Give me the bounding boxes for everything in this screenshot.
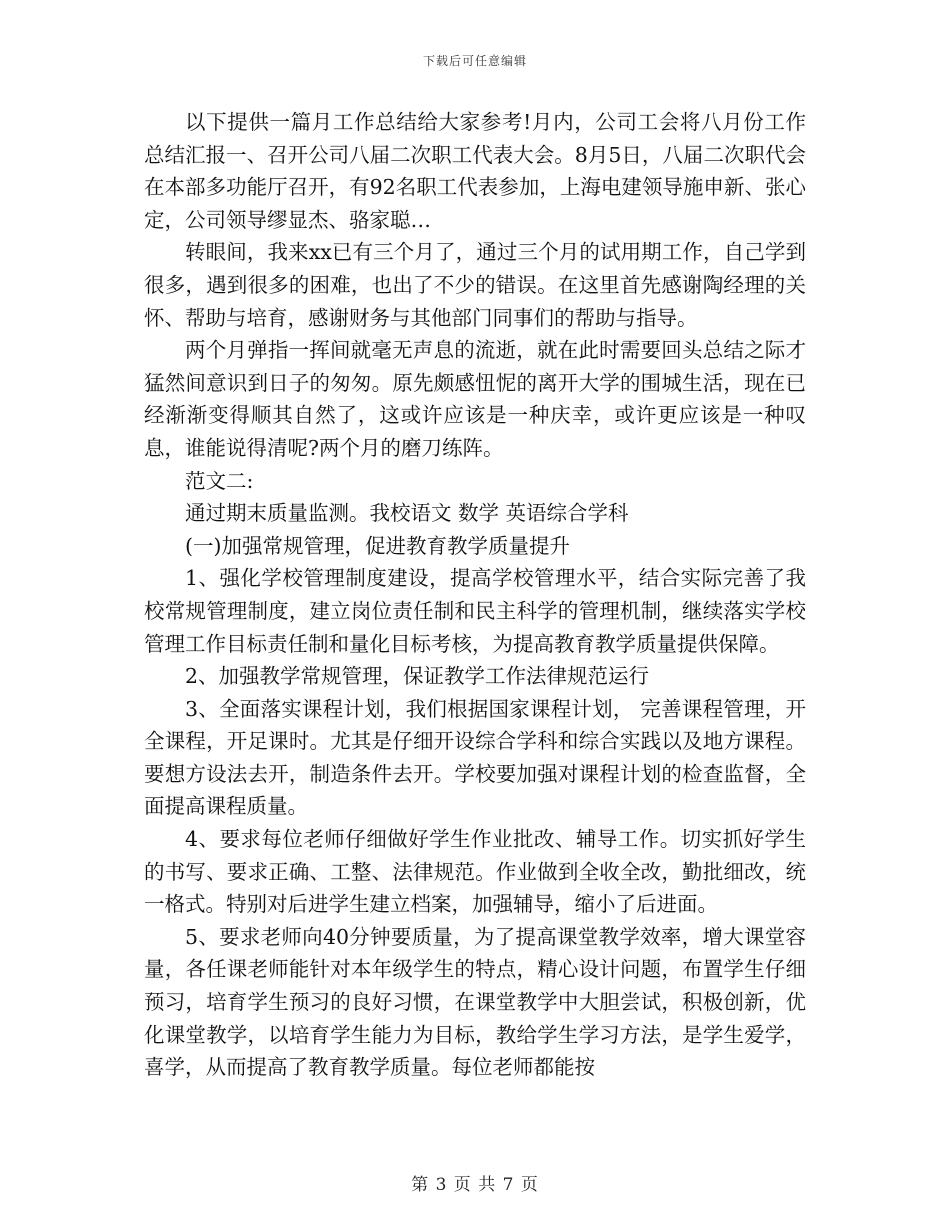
list-item-2: 2、加强教学常规管理，保证教学工作法律规范运行 [185,664,650,689]
list-item-4: 4、要求每位老师仔细做好学生作业批改、辅导工作。切实抓好学生的书写、要求正确、工整、法律规范。作业做到全收全改，勤批细改，统一格式。特别对后进学生建立档案，加强辅导，缩小了后进面。 [144,827,806,917]
paragraph-probation: 转眼间，我来xx已有三个月了，通过三个月的试用期工作，自己学到很多，遇到很多的困难，也出了不少的错误。在这里首先感谢陶经理的关怀、帮助与培育，感谢财务与其他部门同事们的帮助与指导。 [144,240,806,330]
list-item-5: 5、要求老师向40分钟要质量，为了提高课堂教学效率，增大课堂容量，各任课老师能针对本年级学生的特点，精心设计问题，布置学生仔细预习，培育学生预习的良好习惯，在课堂教学中大胆尝试，积极创新，优化课堂教学，以培育学生能力为目标，教给学生学习方法，是学生爱学，喜学，从而提高了教育教学质量。每位老师都能按 [144,924,806,1080]
list-item-1: 1、强化学校管理制度建设，提高学校管理水平，结合实际完善了我校常规管理制度，建立岗位责任制和民主科学的管理机制，继续落实学校管理工作目标责任制和量化目标考核，为提高教育教学质量提供保障。 [144,566,806,656]
subheading-routine-management: (一)加强常规管理，促进教育教学质量提升 [185,533,570,558]
section-heading-fanwen-2: 范文二: [185,468,254,493]
document-body [144,106,806,1084]
page-number-footer: 第 3 页 共 7 页 [411,1175,539,1195]
page-header: 下载后可任意编辑 [422,54,527,68]
paragraph-two-months: 两个月弹指一挥间就毫无声息的流逝，就在此时需要回头总结之际才猛然间意识到日子的匆匆。原先颇感忸怩的离开大学的围城生活，现在已经渐渐变得顺其自然了，这或许应该是一种庆幸，或许更应该是一种叹息，谁能说得清呢?两个月的磨刀练阵。 [144,338,806,460]
paragraph-exam-monitoring: 通过期末质量监测。我校语文 数学 英语综合学科 [185,501,629,526]
list-item-3: 3、全面落实课程计划，我们根据国家课程计划， 完善课程管理，开全课程，开足课时。尤其是仔细开设综合学科和综合实践以及地方课程。要想方设法去开，制造条件去开。学校要加强对课程计划的检查监督，全面提高课程质量。 [144,696,806,819]
paragraph-intro: 以下提供一篇月工作总结给大家参考!月内，公司工会将八月份工作总结汇报一、召开公司八届二次职工代表大会。8月5日，八届二次职代会在本部多功能厅召开，有92名职工代表参加，上海电建领导施申新、张心定，公司领导缪显杰、骆家聪… [144,110,806,232]
